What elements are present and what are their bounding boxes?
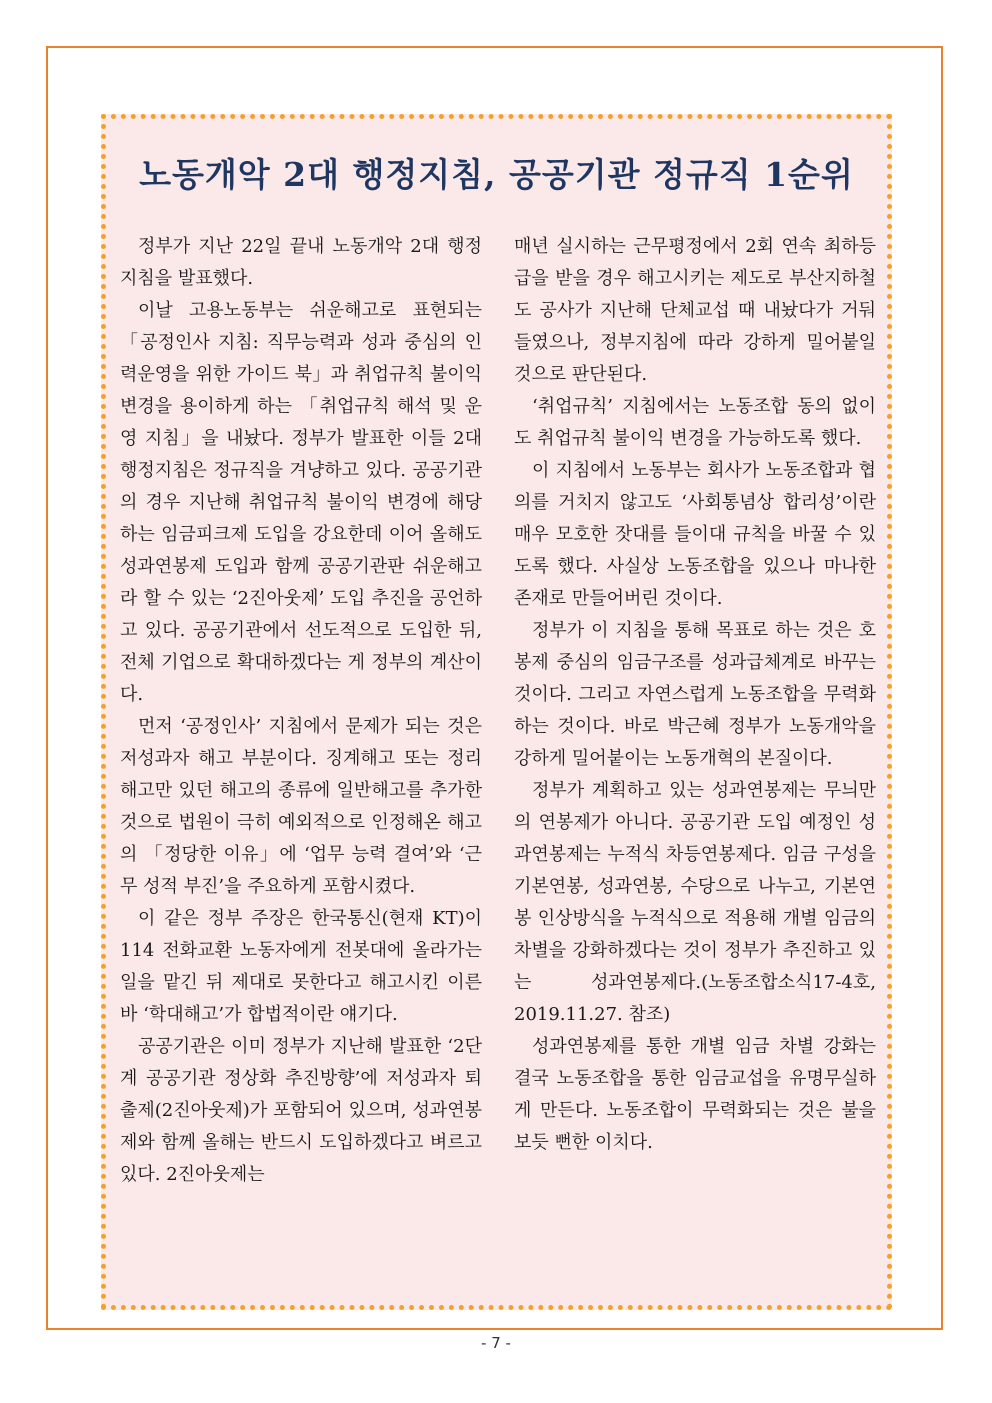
right-column bbox=[514, 231, 876, 1159]
paragraph: 먼저 ‘공정인사’ 지침에서 문제가 되는 것은 저성과자 해고 부분이다. 징계해고 또는 정리해고만 있던 해고의 종류에 일반해고를 추가한 것으로 법원이 극히 예외적으로 인정해온 해고의 「정당한 이유」에 ‘업무 능력 결여’와 ‘근무 성적 부진’을 주요하게 포함시켰다. bbox=[120, 716, 482, 897]
paragraph: 이 지침에서 노동부는 회사가 노동조합과 협의를 거치지 않고도 ‘사회통념상 합리성’이란 매우 모호한 잣대를 들이대 규칙을 바꿀 수 있도록 했다. 사실상 노동조합을 있으나 마나한 존재로 만들어버린 것이다. bbox=[514, 460, 876, 609]
paragraph: ‘취업규칙’ 지침에서는 노동조합 동의 없이도 취업규칙 불이익 변경을 가능하도록 했다. bbox=[514, 396, 876, 449]
paragraph: 정부가 계획하고 있는 성과연봉제는 무늬만의 연봉제가 아니다. 공공기관 도입 예정인 성과연봉제는 누적식 차등연봉제다. 임금 구성을 기본연봉, 성과연봉, 수당으로 나누고, 기본연봉 인상방식을 누적식으로 적용해 개별 임금의 차별을 강화하겠다는 것이 정부가 추진하고 있는 성과연봉제다.(노동조합소식17-4호, 2019.11.27. 참조) bbox=[514, 780, 876, 1025]
paragraph: 매년 실시하는 근무평정에서 2회 연속 최하등급을 받을 경우 해고시키는 제도로 부산지하철도 공사가 지난해 단체교섭 때 내놨다가 거둬들였으나, 정부지침에 따라 강하게 밀어붙일 것으로 판단된다. bbox=[514, 236, 876, 385]
paragraph: 정부가 지난 22일 끝내 노동개악 2대 행정지침을 발표했다. bbox=[120, 236, 482, 289]
paragraph: 공공기관은 이미 정부가 지난해 발표한 ‘2단계 공공기관 정상화 추진방향’에 저성과자 퇴출제(2진아웃제)가 포함되어 있으며, 성과연봉제와 함께 올해는 반드시 도입하겠다고 벼르고 있다. 2진아웃제는 bbox=[120, 1036, 482, 1185]
paragraph: 정부가 이 지침을 통해 목표로 하는 것은 호봉제 중심의 임금구조를 성과급체계로 바꾸는 것이다. 그리고 자연스럽게 노동조합을 무력화하는 것이다. 바로 박근혜 정부가 노동개악을 강하게 밀어붙이는 노동개혁의 본질이다. bbox=[514, 620, 876, 769]
paragraph: 성과연봉제를 통한 개별 임금 차별 강화는 결국 노동조합을 통한 임금교섭을 유명무실하게 만든다. 노동조합이 무력화되는 것은 불을 보듯 뻔한 이치다. bbox=[514, 1036, 876, 1153]
page-number: - 7 - bbox=[481, 1334, 511, 1352]
paragraph: 이날 고용노동부는 쉬운해고로 표현되는 「공정인사 지침: 직무능력과 성과 중심의 인력운영을 위한 가이드 북」과 취업규칙 불이익 변경을 용이하게 하는 「취업규칙 해석 및 운영 지침」을 내놨다. 정부가 발표한 이들 2대 행정지침은 정규직을 겨냥하고 있다. 공공기관의 경우 지난해 취업규칙 불이익 변경에 해당하는 임금피크제 도입을 강요한데 이어 올해도 성과연봉제 도입과 함께 공공기관판 쉬운해고라 할 수 있는 ‘2진아웃제’ 도입 추진을 공언하고 있다. 공공기관에서 선도적으로 도입한 뒤, 전체 기업으로 확대하겠다는 게 정부의 계산이다. bbox=[120, 300, 482, 705]
left-column bbox=[120, 231, 482, 1191]
article-box bbox=[101, 114, 892, 1310]
article-title: 노동개악 2대 행정지침, 공공기관 정규직 1순위 bbox=[139, 155, 854, 194]
paragraph: 이 같은 정부 주장은 한국통신(현재 KT)이 114 전화교환 노동자에게 전봇대에 올라가는 일을 맡긴 뒤 제대로 못한다고 해고시킨 이른바 ‘학대해고’가 합법적이란 얘기다. bbox=[120, 908, 482, 1025]
